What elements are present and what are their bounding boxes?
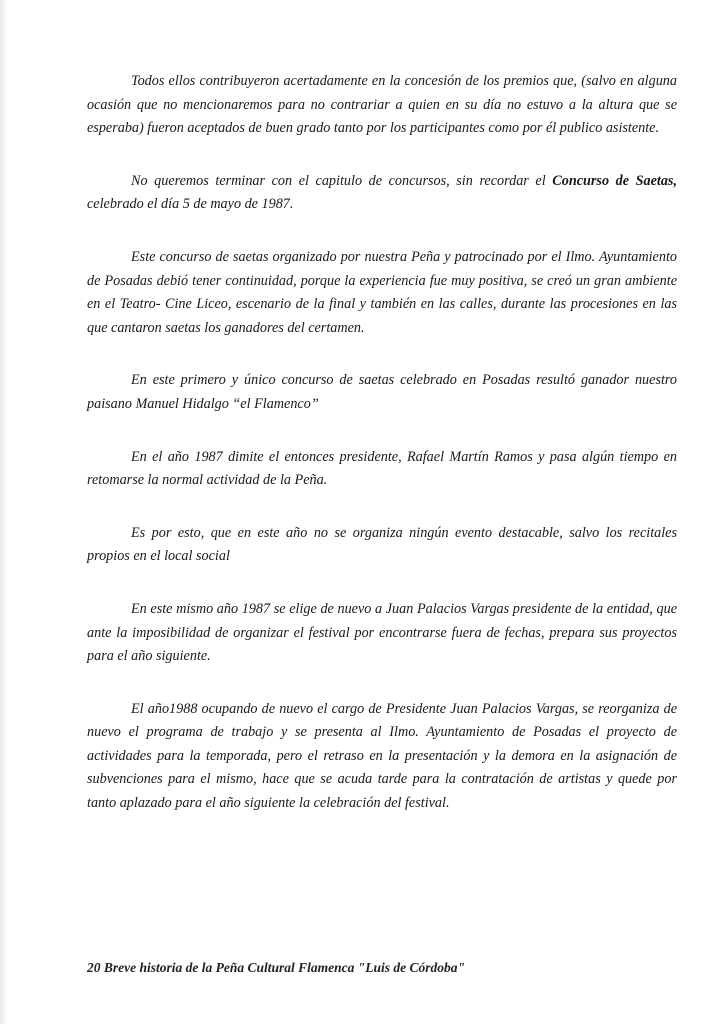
paragraph-nuevo-presidente: En este mismo año 1987 se elige de nuevo a Juan Palacios Vargas presidente de la entidad, que ante la imposibilidad de organizar el festival por encontrarse fuera de fechas, prepara sus proyectos para el año siguiente. bbox=[87, 600, 677, 665]
paragraph-sin-eventos: Es por esto, que en este año no se organiza ningún evento destacable, salvo los recitales propios en el local social bbox=[87, 524, 677, 565]
paragraph-concurso-saetas-date: celebrado el día 5 de mayo de 1987. bbox=[87, 196, 294, 213]
page-footer: 20 Breve historia de la Peña Cultural Flamenca "Luis de Córdoba" bbox=[87, 960, 466, 975]
paragraph-premios: Todos ellos contribuyeron acertadamente en la concesión de los premios que, (salvo en alguna ocasión que no mencionaremos para no contrariar a quien en su día no estuvo a la altura que se esperaba) fueron aceptados de buen grado tanto por los participantes como por él publico asistente. bbox=[87, 73, 677, 137]
paragraph-1988: El año1988 ocupando de nuevo el cargo de Presidente Juan Palacios Vargas, se reorganiza de nuevo el programa de trabajo y se presenta al Ilmo. Ayuntamiento de Posadas el proyecto de actividades para la temporada, pero el retraso en la presentación y la demora en la asignación de subvenciones para el mismo, hace que se acuda tarde para la contratación de artistas y quede por tanto aplazado para el año siguiente la celebración del festival. bbox=[87, 700, 677, 812]
paragraph-dimite-presidente: En el año 1987 dimite el entonces presidente, Rafael Martín Ramos y pasa algún tiempo en retomarse la normal actividad de la Peña. bbox=[87, 448, 677, 489]
paragraph-saetas-organizado: Este concurso de saetas organizado por nuestra Peña y patrocinado por el Ilmo. Ayuntamiento de Posadas debió tener continuidad, porque la experiencia fue muy positiva, se creó un gran ambiente en el Teatro- Cine Liceo, escenario de la final y también en las calles, durante las procesiones en las que cantaron saetas los ganadores del certamen. bbox=[87, 248, 677, 336]
document-body bbox=[87, 70, 677, 845]
page-edge-shadow bbox=[0, 0, 8, 1024]
paragraph-concurso-saetas-intro: No queremos terminar con el capitulo de concursos, sin recordar el bbox=[131, 172, 553, 189]
paragraph-ganador: En este primero y único concurso de saetas celebrado en Posadas resultó ganador nuestro paisano Manuel Hidalgo “el Flamenco” bbox=[87, 372, 677, 412]
paragraph-concurso-saetas bbox=[87, 170, 677, 217]
concurso-saetas-bold: Concurso de Saetas, bbox=[552, 172, 677, 189]
